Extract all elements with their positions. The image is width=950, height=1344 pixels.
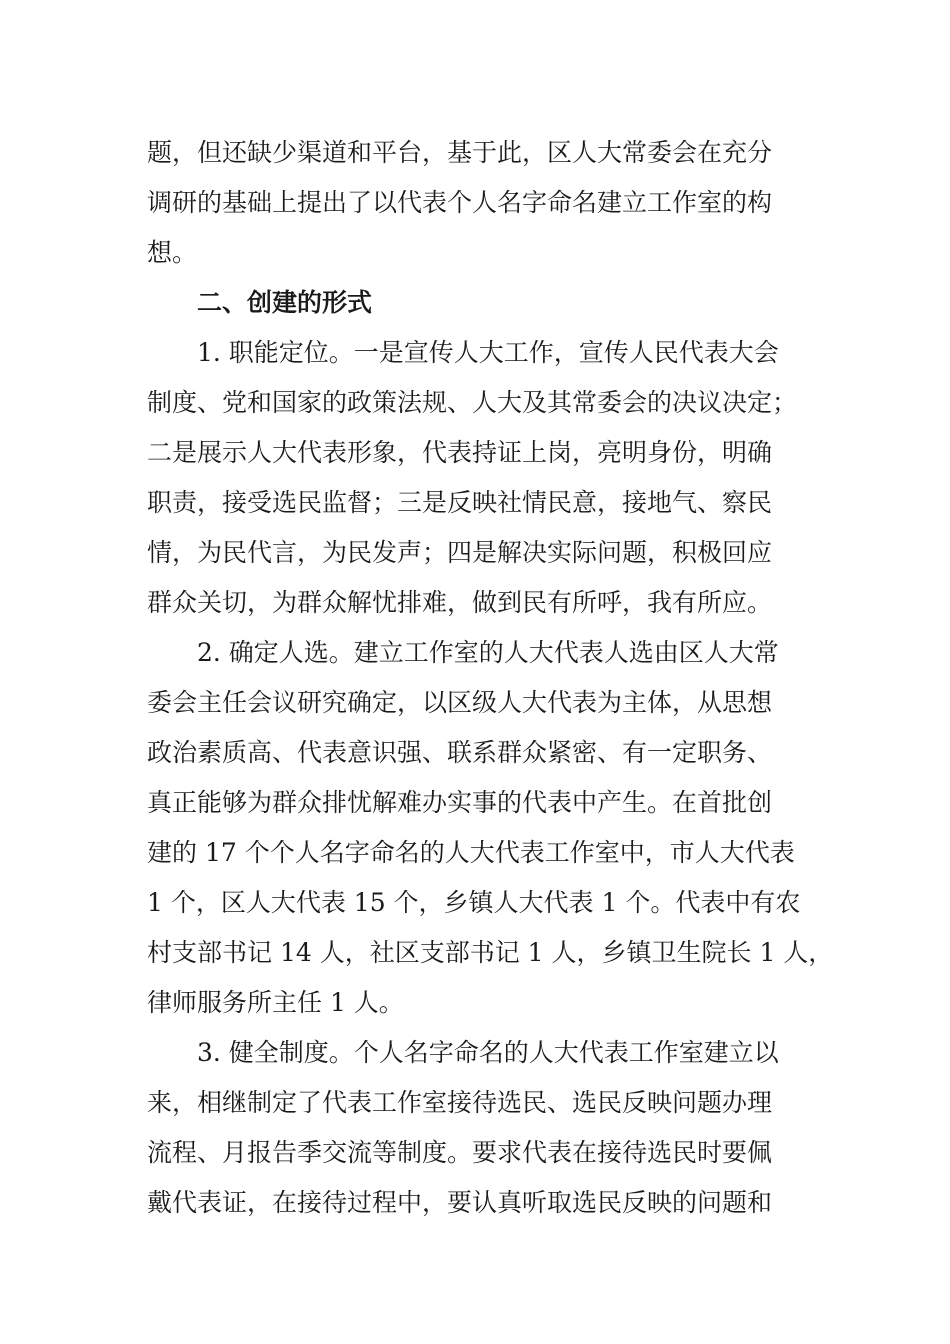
paragraph-2-line: 政治素质高、代表意识强、联系群众紧密、有一定职务、: [147, 738, 773, 767]
paragraph-2-line: 1 个，区人大代表 15 个，乡镇人大代表 1 个。代表中有农: [147, 888, 801, 917]
paragraph-1-line: 1. 职能定位。一是宣传人大工作，宣传人民代表大会: [197, 338, 779, 367]
body-text-line: 想。: [147, 238, 198, 267]
paragraph-2-line: 建的 17 个个人名字命名的人大代表工作室中，市人大代表: [147, 838, 795, 867]
body-text-line: 题，但还缺少渠道和平台，基于此，区人大常委会在充分: [147, 138, 773, 167]
paragraph-3-line: 3. 健全制度。个人名字命名的人大代表工作室建立以: [197, 1038, 779, 1067]
paragraph-2-line: 2. 确定人选。建立工作室的人大代表人选由区人大常: [197, 638, 779, 667]
paragraph-2-line: 村支部书记 14 人，社区支部书记 1 人，乡镇卫生院长 1 人，: [147, 938, 834, 967]
paragraph-2-line: 律师服务所主任 1 人。: [147, 988, 404, 1017]
paragraph-3-line: 来，相继制定了代表工作室接待选民、选民反映问题办理: [147, 1088, 773, 1117]
paragraph-2-line: 真正能够为群众排忧解难办实事的代表中产生。在首批创: [147, 788, 773, 817]
paragraph-1-line: 情，为民代言，为民发声；四是解决实际问题，积极回应: [147, 538, 773, 567]
paragraph-3-line: 流程、月报告季交流等制度。要求代表在接待选民时要佩: [147, 1138, 773, 1167]
paragraph-1-line: 二是展示人大代表形象，代表持证上岗，亮明身份，明确: [147, 438, 773, 467]
paragraph-1-line: 职责，接受选民监督；三是反映社情民意，接地气、察民: [147, 488, 773, 517]
paragraph-2-line: 委会主任会议研究确定，以区级人大代表为主体，从思想: [147, 688, 773, 717]
body-text-line: 调研的基础上提出了以代表个人名字命名建立工作室的构: [147, 188, 773, 217]
paragraph-3-line: 戴代表证，在接待过程中，要认真听取选民反映的问题和: [147, 1188, 773, 1217]
paragraph-1-line: 群众关切，为群众解忧排难，做到民有所呼，我有所应。: [147, 588, 773, 617]
section-heading: 二、创建的形式: [197, 288, 373, 317]
paragraph-1-line: 制度、党和国家的政策法规、人大及其常委会的决议决定；: [147, 388, 798, 417]
